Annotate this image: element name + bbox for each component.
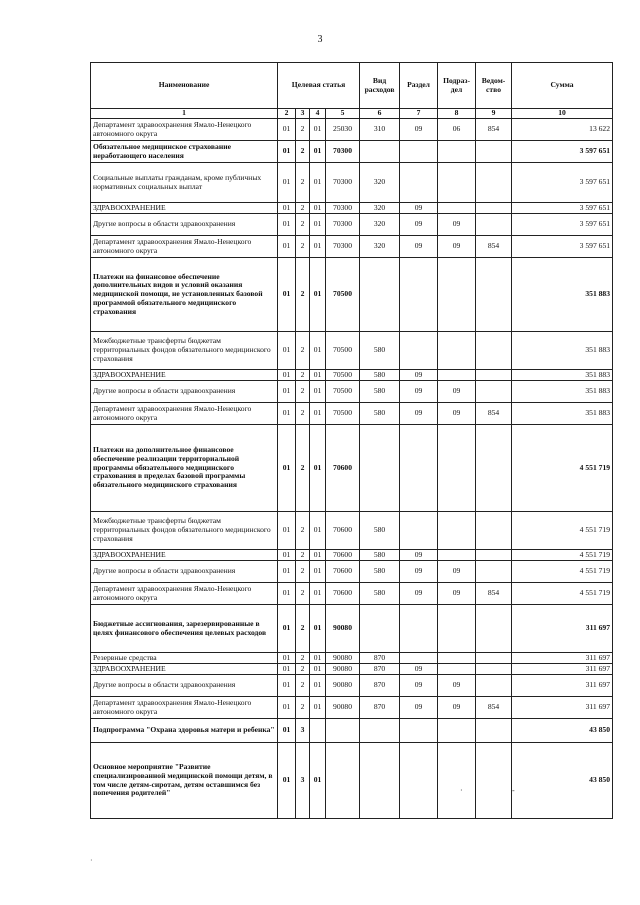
row-program-code: 01	[278, 719, 296, 743]
row-section	[400, 719, 438, 743]
row-subprogram-code: 2	[296, 512, 310, 550]
header-sum: Сумма	[512, 63, 613, 109]
row-section: 09	[400, 583, 438, 605]
row-subsection	[438, 550, 476, 561]
row-expense-type: 870	[360, 675, 400, 697]
row-event-code: 01	[310, 141, 326, 163]
table-row	[91, 561, 613, 583]
row-sum: 43 850	[512, 719, 613, 743]
row-event-code: 01	[310, 425, 326, 512]
row-program-code: 01	[278, 583, 296, 605]
column-number: 4	[310, 109, 326, 119]
row-program-code: 01	[278, 119, 296, 141]
row-name: Подпрограмма "Охрана здоровья матери и ребенка"	[91, 719, 278, 743]
row-direction-code: 70300	[326, 163, 360, 203]
row-sum: 3 597 651	[512, 203, 613, 214]
row-department	[476, 381, 512, 403]
row-direction-code: 70300	[326, 214, 360, 236]
row-event-code: 01	[310, 258, 326, 332]
row-subsection	[438, 664, 476, 675]
row-department	[476, 512, 512, 550]
row-direction-code: 70300	[326, 203, 360, 214]
row-name: Бюджетные ассигнования, зарезервированные в целях финансового обеспечения целевых расходов	[91, 605, 278, 653]
row-subprogram-code: 2	[296, 664, 310, 675]
row-event-code: 01	[310, 512, 326, 550]
row-event-code: 01	[310, 214, 326, 236]
row-expense-type: 580	[360, 550, 400, 561]
table-row	[91, 381, 613, 403]
row-expense-type: 580	[360, 403, 400, 425]
row-name: Платежи на финансовое обеспечение дополнительных видов и условий оказания медицинской помощи, не установленных базовой программой обязательного медицинского страхования	[91, 258, 278, 332]
row-sum: 4 551 719	[512, 550, 613, 561]
row-department	[476, 743, 512, 819]
row-program-code: 01	[278, 370, 296, 381]
row-expense-type: 870	[360, 697, 400, 719]
row-department	[476, 258, 512, 332]
row-expense-type: 320	[360, 236, 400, 258]
stray-dash-mark: -	[512, 786, 515, 795]
row-direction-code: 70500	[326, 258, 360, 332]
row-department: 854	[476, 119, 512, 141]
row-direction-code: 70600	[326, 561, 360, 583]
table-row	[91, 719, 613, 743]
row-program-code: 01	[278, 664, 296, 675]
row-subsection	[438, 370, 476, 381]
stray-dot-mark: ·	[460, 786, 463, 795]
column-number: 1	[91, 109, 278, 119]
row-subsection	[438, 719, 476, 743]
row-department	[476, 425, 512, 512]
row-sum: 311 697	[512, 605, 613, 653]
row-expense-type	[360, 258, 400, 332]
table-row	[91, 258, 613, 332]
row-section	[400, 425, 438, 512]
row-event-code: 01	[310, 675, 326, 697]
row-name: Основное мероприятие "Развитие специализированной медицинской помощи детям, в том числе детям-сиротам, детям оставшимся без попечения родителей"	[91, 743, 278, 819]
row-event-code: 01	[310, 203, 326, 214]
row-name: Социальные выплаты гражданам, кроме публичных нормативных социальных выплат	[91, 163, 278, 203]
row-section	[400, 141, 438, 163]
row-expense-type: 580	[360, 561, 400, 583]
row-expense-type: 310	[360, 119, 400, 141]
header-name: Наименование	[91, 63, 278, 109]
row-program-code: 01	[278, 381, 296, 403]
row-name: ЗДРАВООХРАНЕНИЕ	[91, 370, 278, 381]
row-program-code: 01	[278, 141, 296, 163]
header-target-article: Целевая статья	[278, 63, 360, 109]
row-sum: 4 551 719	[512, 425, 613, 512]
row-sum: 3 597 651	[512, 141, 613, 163]
row-department	[476, 675, 512, 697]
row-subsection	[438, 743, 476, 819]
row-program-code: 01	[278, 236, 296, 258]
row-subprogram-code: 2	[296, 119, 310, 141]
column-number: 9	[476, 109, 512, 119]
row-name: Другие вопросы в области здравоохранения	[91, 381, 278, 403]
row-subprogram-code: 2	[296, 403, 310, 425]
row-direction-code: 90080	[326, 675, 360, 697]
row-department	[476, 141, 512, 163]
row-direction-code: 70600	[326, 583, 360, 605]
row-expense-type: 320	[360, 203, 400, 214]
table-row	[91, 675, 613, 697]
table-row	[91, 119, 613, 141]
row-sum: 351 883	[512, 258, 613, 332]
row-sum: 4 551 719	[512, 512, 613, 550]
table-row	[91, 743, 613, 819]
row-expense-type: 580	[360, 583, 400, 605]
row-expense-type: 580	[360, 332, 400, 370]
row-subsection: 09	[438, 697, 476, 719]
table-header-row	[91, 63, 613, 109]
row-section	[400, 512, 438, 550]
row-subprogram-code: 2	[296, 370, 310, 381]
row-subsection: 09	[438, 583, 476, 605]
row-subsection: 09	[438, 561, 476, 583]
row-sum: 43 850	[512, 743, 613, 819]
row-direction-code: 70500	[326, 332, 360, 370]
row-subsection	[438, 512, 476, 550]
row-expense-type	[360, 719, 400, 743]
table-row	[91, 425, 613, 512]
row-sum: 3 597 651	[512, 236, 613, 258]
row-section: 09	[400, 664, 438, 675]
row-expense-type: 870	[360, 653, 400, 664]
row-department	[476, 332, 512, 370]
table-row	[91, 697, 613, 719]
row-section	[400, 653, 438, 664]
row-section: 09	[400, 119, 438, 141]
column-number: 5	[326, 109, 360, 119]
row-subprogram-code: 2	[296, 653, 310, 664]
row-event-code: 01	[310, 119, 326, 141]
table-row	[91, 163, 613, 203]
row-expense-type: 580	[360, 381, 400, 403]
table-row	[91, 653, 613, 664]
column-number: 10	[512, 109, 613, 119]
table-row	[91, 512, 613, 550]
table-row	[91, 664, 613, 675]
row-event-code: 01	[310, 743, 326, 819]
row-program-code: 01	[278, 163, 296, 203]
row-department	[476, 653, 512, 664]
scan-artifact-mark: ·	[90, 856, 93, 865]
row-subprogram-code: 2	[296, 381, 310, 403]
row-department	[476, 719, 512, 743]
row-sum: 351 883	[512, 370, 613, 381]
row-section: 09	[400, 236, 438, 258]
row-section: 09	[400, 675, 438, 697]
row-sum: 311 697	[512, 675, 613, 697]
row-department	[476, 203, 512, 214]
row-subprogram-code: 2	[296, 163, 310, 203]
row-subsection: 09	[438, 675, 476, 697]
row-program-code: 01	[278, 605, 296, 653]
row-event-code: 01	[310, 381, 326, 403]
row-subsection	[438, 425, 476, 512]
row-name: Резервные средства	[91, 653, 278, 664]
row-section	[400, 743, 438, 819]
row-section: 09	[400, 370, 438, 381]
row-name: Департамент здравоохранения Ямало-Ненецкого автономного округа	[91, 236, 278, 258]
table-row	[91, 403, 613, 425]
row-department	[476, 605, 512, 653]
row-section: 09	[400, 214, 438, 236]
table-row	[91, 214, 613, 236]
table-row	[91, 605, 613, 653]
row-program-code: 01	[278, 697, 296, 719]
row-direction-code: 90080	[326, 697, 360, 719]
row-direction-code: 90080	[326, 664, 360, 675]
row-name: Департамент здравоохранения Ямало-Ненецкого автономного округа	[91, 697, 278, 719]
row-section	[400, 163, 438, 203]
row-subsection	[438, 332, 476, 370]
row-subprogram-code: 2	[296, 141, 310, 163]
row-expense-type: 580	[360, 512, 400, 550]
row-program-code: 01	[278, 653, 296, 664]
row-section: 09	[400, 561, 438, 583]
row-subsection: 09	[438, 214, 476, 236]
row-section: 09	[400, 203, 438, 214]
row-program-code: 01	[278, 675, 296, 697]
row-subsection: 06	[438, 119, 476, 141]
row-event-code: 01	[310, 403, 326, 425]
row-subsection	[438, 203, 476, 214]
header-subsection: Подраз-дел	[438, 63, 476, 109]
row-direction-code: 70300	[326, 141, 360, 163]
row-name: Департамент здравоохранения Ямало-Ненецкого автономного округа	[91, 119, 278, 141]
row-event-code: 01	[310, 550, 326, 561]
table-row	[91, 332, 613, 370]
row-department	[476, 163, 512, 203]
row-direction-code: 70300	[326, 236, 360, 258]
row-event-code: 01	[310, 664, 326, 675]
row-sum: 351 883	[512, 332, 613, 370]
row-direction-code: 70500	[326, 381, 360, 403]
row-department	[476, 664, 512, 675]
column-number: 3	[296, 109, 310, 119]
row-subsection	[438, 141, 476, 163]
row-program-code: 01	[278, 403, 296, 425]
row-subsection: 09	[438, 236, 476, 258]
column-number: 8	[438, 109, 476, 119]
row-expense-type	[360, 743, 400, 819]
row-name: Обязательное медицинское страхование неработающего населения	[91, 141, 278, 163]
column-number: 6	[360, 109, 400, 119]
row-program-code: 01	[278, 425, 296, 512]
row-subsection	[438, 605, 476, 653]
row-sum: 311 697	[512, 653, 613, 664]
row-department: 854	[476, 583, 512, 605]
budget-table	[90, 62, 613, 819]
column-number-row	[91, 109, 613, 119]
row-expense-type	[360, 141, 400, 163]
table-row	[91, 550, 613, 561]
row-event-code: 01	[310, 561, 326, 583]
row-sum: 3 597 651	[512, 214, 613, 236]
column-number: 2	[278, 109, 296, 119]
row-event-code: 01	[310, 697, 326, 719]
row-subsection	[438, 163, 476, 203]
row-name: Межбюджетные трансферты бюджетам территориальных фондов обязательного медицинского страхования	[91, 512, 278, 550]
row-program-code: 01	[278, 203, 296, 214]
row-department: 854	[476, 697, 512, 719]
row-subprogram-code: 2	[296, 583, 310, 605]
row-department: 854	[476, 403, 512, 425]
row-section	[400, 258, 438, 332]
row-name: Межбюджетные трансферты бюджетам территориальных фондов обязательного медицинского страхования	[91, 332, 278, 370]
row-event-code: 01	[310, 653, 326, 664]
row-subprogram-code: 2	[296, 550, 310, 561]
row-subprogram-code: 2	[296, 332, 310, 370]
row-direction-code: 25030	[326, 119, 360, 141]
row-direction-code: 90080	[326, 653, 360, 664]
row-department	[476, 561, 512, 583]
row-sum: 351 883	[512, 403, 613, 425]
row-direction-code: 90080	[326, 605, 360, 653]
row-subprogram-code: 2	[296, 258, 310, 332]
table-row	[91, 236, 613, 258]
row-event-code: 01	[310, 332, 326, 370]
row-name: Другие вопросы в области здравоохранения	[91, 214, 278, 236]
row-subsection	[438, 653, 476, 664]
row-sum: 13 622	[512, 119, 613, 141]
row-sum: 3 597 651	[512, 163, 613, 203]
row-department	[476, 370, 512, 381]
row-expense-type: 320	[360, 163, 400, 203]
row-sum: 311 697	[512, 664, 613, 675]
row-department	[476, 550, 512, 561]
row-subprogram-code: 2	[296, 425, 310, 512]
row-subsection: 09	[438, 403, 476, 425]
table-row	[91, 370, 613, 381]
row-section	[400, 332, 438, 370]
row-name: Департамент здравоохранения Ямало-Ненецкого автономного округа	[91, 583, 278, 605]
row-direction-code	[326, 743, 360, 819]
row-name: Другие вопросы в области здравоохранения	[91, 675, 278, 697]
table-row	[91, 583, 613, 605]
row-subprogram-code: 2	[296, 214, 310, 236]
column-number: 7	[400, 109, 438, 119]
row-event-code: 01	[310, 163, 326, 203]
row-expense-type: 320	[360, 214, 400, 236]
row-subprogram-code: 2	[296, 203, 310, 214]
row-section: 09	[400, 403, 438, 425]
row-program-code: 01	[278, 561, 296, 583]
row-program-code: 01	[278, 550, 296, 561]
row-name: ЗДРАВООХРАНЕНИЕ	[91, 203, 278, 214]
row-department	[476, 214, 512, 236]
row-program-code: 01	[278, 743, 296, 819]
row-direction-code: 70500	[326, 370, 360, 381]
row-program-code: 01	[278, 258, 296, 332]
row-sum: 311 697	[512, 697, 613, 719]
page-number: 3	[317, 34, 323, 45]
row-program-code: 01	[278, 332, 296, 370]
row-section: 09	[400, 697, 438, 719]
row-name: Другие вопросы в области здравоохранения	[91, 561, 278, 583]
row-direction-code: 70500	[326, 403, 360, 425]
row-subprogram-code: 3	[296, 743, 310, 819]
row-subprogram-code: 2	[296, 236, 310, 258]
row-event-code	[310, 719, 326, 743]
row-subprogram-code: 3	[296, 719, 310, 743]
row-subprogram-code: 2	[296, 675, 310, 697]
row-name: ЗДРАВООХРАНЕНИЕ	[91, 550, 278, 561]
row-subprogram-code: 2	[296, 697, 310, 719]
row-event-code: 01	[310, 236, 326, 258]
row-name: ЗДРАВООХРАНЕНИЕ	[91, 664, 278, 675]
row-event-code: 01	[310, 583, 326, 605]
row-sum: 4 551 719	[512, 561, 613, 583]
row-section: 09	[400, 550, 438, 561]
table-row	[91, 141, 613, 163]
header-section: Раздел	[400, 63, 438, 109]
row-expense-type	[360, 425, 400, 512]
header-department: Ведом-ство	[476, 63, 512, 109]
row-department: 854	[476, 236, 512, 258]
row-subprogram-code: 2	[296, 561, 310, 583]
table-row	[91, 203, 613, 214]
row-subprogram-code: 2	[296, 605, 310, 653]
row-direction-code: 70600	[326, 550, 360, 561]
row-section: 09	[400, 381, 438, 403]
row-subsection: 09	[438, 381, 476, 403]
row-direction-code	[326, 719, 360, 743]
row-expense-type: 870	[360, 664, 400, 675]
row-expense-type: 580	[360, 370, 400, 381]
row-direction-code: 70600	[326, 512, 360, 550]
row-name: Платежи на дополнительное финансовое обеспечение реализации территориальной программы обязательного медицинского страхования в пределах базовой программы обязательного медицинского страхования	[91, 425, 278, 512]
row-sum: 4 551 719	[512, 583, 613, 605]
row-direction-code: 70600	[326, 425, 360, 512]
row-program-code: 01	[278, 214, 296, 236]
row-event-code: 01	[310, 605, 326, 653]
row-program-code: 01	[278, 512, 296, 550]
row-sum: 351 883	[512, 381, 613, 403]
row-expense-type	[360, 605, 400, 653]
row-subsection	[438, 258, 476, 332]
header-expense-type: Вид расходов	[360, 63, 400, 109]
row-name: Департамент здравоохранения Ямало-Ненецкого автономного округа	[91, 403, 278, 425]
row-section	[400, 605, 438, 653]
row-event-code: 01	[310, 370, 326, 381]
